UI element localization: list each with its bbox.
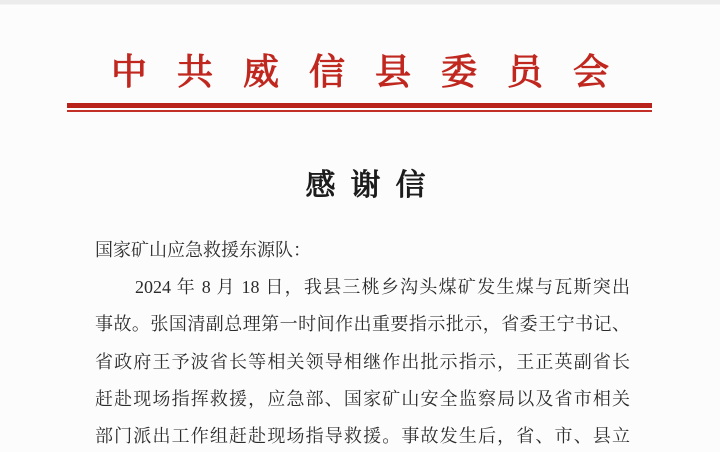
letterhead-divider-rule [67, 103, 652, 112]
letterhead [0, 44, 720, 95]
document-title [0, 160, 720, 204]
body-line: 省政府王予波省长等相关领导相继作出批示指示，王正英副省长 [95, 351, 630, 372]
letterhead-org-name: 中共威信县委员会 [110, 52, 639, 92]
body-line: 2024 年 8 月 18 日，我县三桃乡沟头煤矿发生煤与瓦斯突出 [135, 277, 630, 298]
document-title-text: 感谢信 [305, 169, 441, 202]
salutation-line: 国家矿山应急救援东源队： [95, 240, 311, 260]
letter-body [95, 232, 630, 452]
body-line: 事故。张国清副总理第一时间作出重要指示批示，省委王宁书记、 [95, 314, 630, 335]
body-line: 赶赴现场指挥救援，应急部、国家矿山安全监察局以及省市相关 [95, 388, 630, 409]
body-line: 部门派出工作组赶赴现场指导救援。事故发生后，省、市、县立 [95, 426, 630, 447]
window-top-edge [0, 0, 720, 5]
